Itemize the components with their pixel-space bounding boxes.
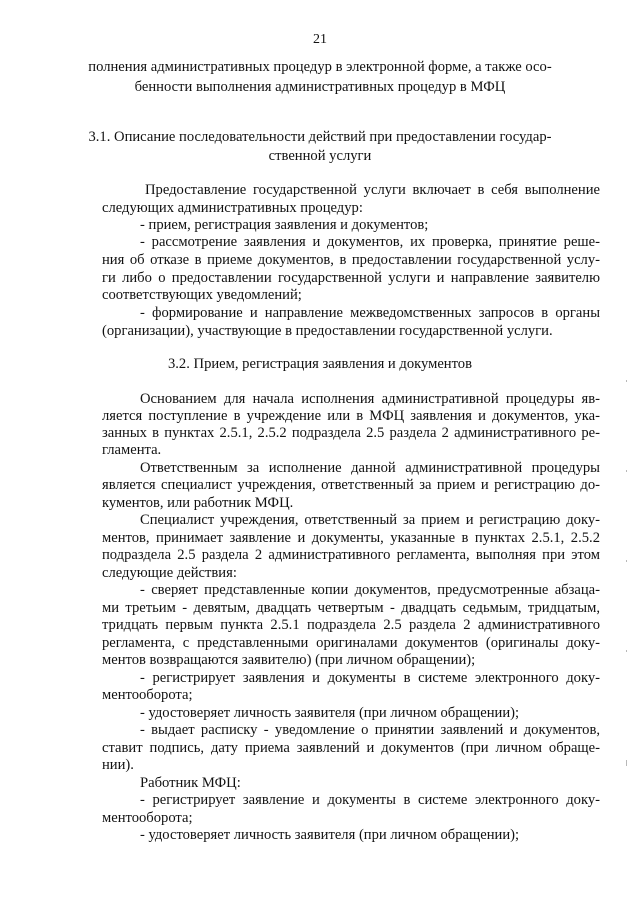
list-item: - удостоверяет личность заявителя (при личном обращении); (140, 705, 520, 721)
paragraph-line: следующих административных процедур: (102, 200, 363, 216)
paragraph-line: нии). (102, 757, 134, 773)
scan-speck (626, 650, 627, 652)
paragraph-line: регламента, с представленными оригиналами документов (оригиналы доку- (102, 635, 600, 651)
paragraph-line: ми третьим - девятым, двадцать четвертым - двадцать седьмым, тридцатым, (102, 600, 600, 616)
list-item: - удостоверяет личность заявителя (при личном обращении); (140, 827, 520, 843)
list-item: - прием, регистрация заявления и документов; (140, 217, 429, 233)
heading-3-1-line-1: 3.1. Описание последовательности действий при предоставлении государ- (88, 129, 552, 145)
list-item: - регистрирует заявления и документы в системе электронного доку- (140, 670, 600, 686)
paragraph-line: следующие действия: (102, 565, 237, 581)
paragraph-line: кументов, или работник МФЦ. (102, 495, 294, 511)
scan-speck (626, 470, 627, 472)
heading-3-2: 3.2. Прием, регистрация заявления и документов (167, 356, 472, 372)
scan-speck (626, 760, 627, 766)
paragraph-line: Специалист учреждения, ответственный за прием и регистрацию доку- (140, 512, 600, 528)
list-item: - рассмотрение заявления и документов, их проверка, принятие реше- (140, 234, 600, 250)
paragraph-line: (организации), участвующие в предоставлении государственной услуги. (102, 323, 553, 339)
paragraph-line: Предоставление государственной услуги включает в себя выполнение (145, 182, 600, 198)
paragraph-line: ментооборота; (102, 810, 193, 826)
paragraph-line: ги либо о предоставлении государственной услуги и направление заявителю (102, 270, 600, 286)
heading-3-1-line-2: ственной услуги (268, 148, 372, 164)
scan-speck (626, 560, 627, 562)
list-item: - формирование и направление межведомственных запросов в органы (140, 305, 600, 321)
paragraph-line: ставит подпись, дату приема заявлений и документов (при личном обраще- (102, 740, 600, 756)
paragraph-line: тридцать первым пункта 2.5.1 подраздела 2.5 раздела 2 административного (102, 617, 600, 633)
list-item: - выдает расписку - уведомление о принятии заявлений и документов, (140, 722, 600, 738)
paragraph-line: ляется поступление в учреждение или в МФЦ заявления и документов, ука- (102, 408, 600, 424)
list-item: - сверяет представленные копии документов, предусмотренные абзаца- (140, 582, 600, 598)
paragraph-line: гламента. (102, 442, 162, 458)
section-label: Работник МФЦ: (140, 775, 241, 791)
paragraph-line: ментов, принимает заявление и документы, указанные в пунктах 2.5.1, 2.5.2 (102, 530, 600, 546)
paragraph-line: подраздела 2.5 раздела 2 административного регламента, выполняя при этом (102, 547, 600, 563)
paragraph-line: ментооборота; (102, 687, 193, 703)
paragraph-line: Основанием для начала исполнения административной процедуры яв- (140, 391, 600, 407)
page-number: 21 (313, 32, 327, 47)
intro-line-2: бенности выполнения административных процедур в МФЦ (134, 79, 506, 95)
paragraph-line: ментов возвращаются заявителю) (при личном обращении); (102, 652, 476, 668)
paragraph-line: Ответственным за исполнение данной административной процедуры (140, 460, 600, 476)
scan-speck (626, 380, 627, 382)
list-item: - регистрирует заявление и документы в системе электронного доку- (140, 792, 600, 808)
paragraph-line: занных в пунктах 2.5.1, 2.5.2 подраздела 2.5 раздела 2 административного ре- (102, 425, 600, 441)
paragraph-line: соответствующих уведомлений; (102, 287, 302, 303)
paragraph-line: ния об отказе в приеме документов, в предоставлении государственной услу- (102, 252, 600, 268)
intro-line-1: полнения административных процедур в электронной форме, а также осо- (88, 59, 552, 75)
paragraph-line: является специалист учреждения, ответственный за прием и регистрацию до- (102, 477, 600, 493)
